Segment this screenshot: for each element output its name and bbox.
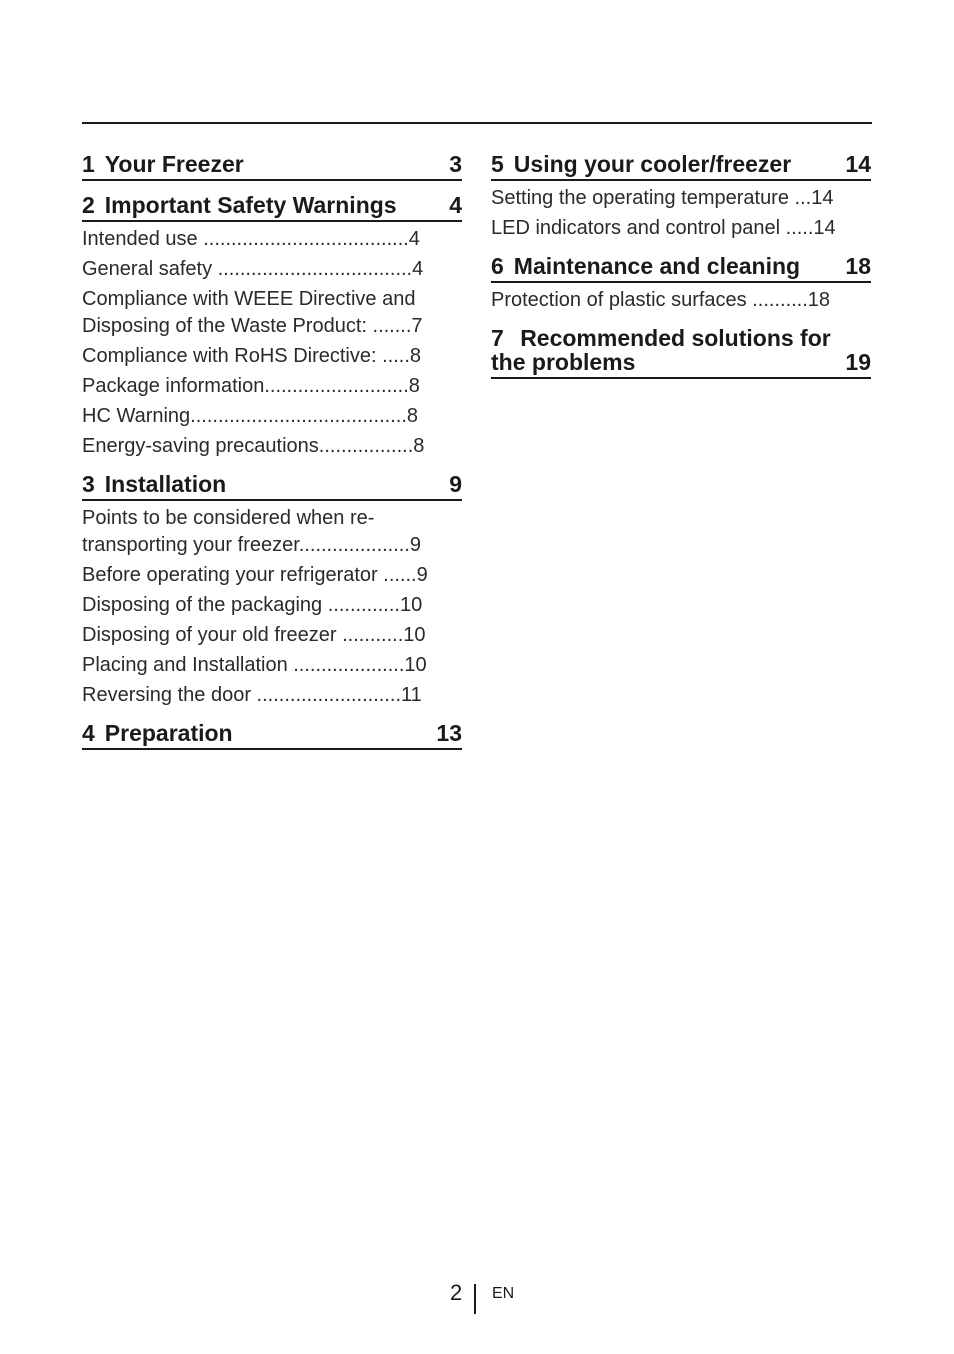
toc-entry[interactable]: General safety ...................................4 <box>82 258 424 280</box>
toc-entry[interactable]: Package information..........................8 <box>82 375 420 397</box>
top-rule <box>82 122 872 124</box>
toc-entry[interactable]: Intended use .....................................4 <box>82 228 420 250</box>
section-number: 1 <box>82 151 95 177</box>
toc-column-left <box>82 152 462 762</box>
footer-divider <box>474 1284 476 1314</box>
section-page: 14 <box>845 151 871 177</box>
section-page: 4 <box>449 192 462 218</box>
section-page: 18 <box>845 253 871 279</box>
section-title: Preparation <box>104 720 233 746</box>
section-page: 3 <box>449 151 462 177</box>
toc-section-2 <box>82 193 462 460</box>
page-number: 2 <box>450 1280 463 1305</box>
toc-section-3 <box>82 472 462 709</box>
toc-section-6 <box>491 254 871 314</box>
section-title-line2: the problems <box>491 349 636 375</box>
section-number: 3 <box>82 471 95 497</box>
toc-entry[interactable]: LED indicators and control panel .....14 <box>491 217 836 239</box>
toc-entry[interactable]: Disposing of the packaging .............10 <box>82 594 423 616</box>
section-page: 13 <box>436 720 462 746</box>
toc-entry[interactable]: Points to be considered when re-transporting your freezer....................9 <box>82 507 422 556</box>
toc-entry-list <box>491 185 871 242</box>
toc-entry-list <box>82 226 462 460</box>
toc-heading[interactable] <box>82 472 462 501</box>
section-number: 6 <box>491 253 504 279</box>
toc-entry[interactable]: Compliance with WEEE Directive and Disposing of the Waste Product: .......7 <box>82 288 423 337</box>
section-page: 9 <box>449 471 462 497</box>
toc-entry[interactable]: Protection of plastic surfaces ..........18 <box>491 289 831 311</box>
section-title: Your Freezer <box>104 151 244 177</box>
toc-heading[interactable] <box>82 721 462 750</box>
toc-heading[interactable] <box>82 152 462 181</box>
section-title: Using your cooler/freezer <box>513 151 792 177</box>
toc-entry[interactable]: Disposing of your old freezer ...........10 <box>82 624 426 646</box>
toc-entry[interactable]: HC Warning.......................................8 <box>82 405 419 427</box>
toc-section-5 <box>491 152 871 242</box>
toc-entry-list <box>82 505 462 709</box>
toc-entry-list <box>491 287 871 314</box>
toc-entry[interactable]: Placing and Installation ....................10 <box>82 654 427 676</box>
toc-section-4 <box>82 721 462 750</box>
section-number: 4 <box>82 720 95 746</box>
section-title: Important Safety Warnings <box>104 192 397 218</box>
toc-section-7 <box>491 326 871 379</box>
toc-section-1 <box>82 152 462 181</box>
toc-entry[interactable]: Setting the operating temperature ...14 <box>491 187 834 209</box>
toc-entry[interactable]: Before operating your refrigerator ......9 <box>82 564 428 586</box>
language-code: EN <box>492 1285 515 1302</box>
toc-entry[interactable]: Compliance with RoHS Directive: .....8 <box>82 345 422 367</box>
toc-heading[interactable] <box>491 152 871 181</box>
toc-heading[interactable] <box>82 193 462 222</box>
toc-entry[interactable]: Energy-saving precautions.................8 <box>82 435 425 457</box>
section-number: 2 <box>82 192 95 218</box>
toc-entry[interactable]: Reversing the door ..........................11 <box>82 684 422 706</box>
section-page: 19 <box>845 349 871 375</box>
toc-column-right <box>491 152 871 391</box>
section-title: Installation <box>104 471 227 497</box>
section-title: Maintenance and cleaning <box>513 253 801 279</box>
toc-heading[interactable] <box>491 326 871 379</box>
section-title: Recommended solutions for <box>520 325 831 351</box>
toc-heading[interactable] <box>491 254 871 283</box>
section-number: 7 <box>491 325 504 351</box>
section-number: 5 <box>491 151 504 177</box>
